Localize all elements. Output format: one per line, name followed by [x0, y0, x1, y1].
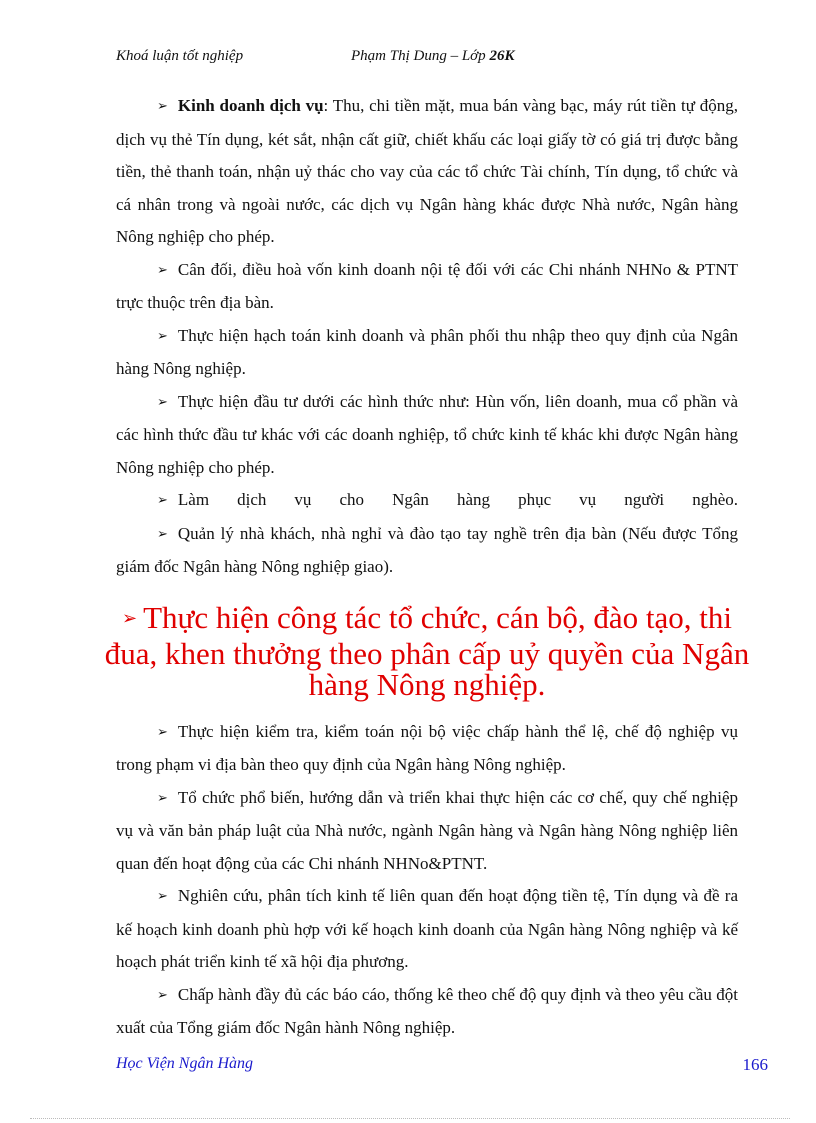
arrow-bullet-icon: ➢ — [157, 888, 168, 903]
paragraph-capital: ➢ Cân đối, điều hoà vốn kinh doanh nội tệ đối với các Chi nhánh NHNo & PTNT trực thuộc trên địa bàn. — [116, 259, 738, 312]
arrow-bullet-icon: ➢ — [157, 261, 168, 277]
arrow-bullet-icon: ➢ — [157, 492, 168, 507]
paragraph-accounting: ➢ Thực hiện hạch toán kinh doanh và phân phối thu nhập theo quy định của Ngân hàng Nông nghiệp. — [116, 325, 738, 378]
arrow-bullet-icon: ➢ — [157, 98, 168, 113]
arrow-bullet-icon: ➢ — [157, 986, 168, 1002]
paragraph-dissemination: ➢ Tổ chức phổ biến, hướng dẫn và triển khai thực hiện các cơ chế, quy chế nghiệp vụ và văn bản pháp luật của Nhà nước, ngành Ngân hàng và Ngân hàng Nông nghiệp liên quan đến hoạt động của các Chi nhánh NHNo&PTNT. — [116, 787, 738, 873]
author-line: Phạm Thị Dung – Lớp 26K — [351, 48, 515, 64]
page-footer — [116, 1055, 768, 1079]
arrow-bullet-icon: ➢ — [157, 327, 168, 343]
paragraph-guesthouse: ➢ Quản lý nhà khách, nhà nghỉ và đào tạo tay nghề trên địa bàn (Nếu được Tổng giám đốc Ngân hàng Nông nghiệp giao). — [116, 523, 738, 576]
class-name: 26K — [489, 48, 515, 64]
footer-divider — [30, 1118, 790, 1119]
paragraph-audit: ➢ Thực hiện kiểm tra, kiểm toán nội bộ việc chấp hành thể lệ, chế độ nghiệp vụ trong phạm vi địa bàn theo quy định của Ngân hàng Nông nghiệp. — [116, 721, 738, 774]
arrow-bullet-icon: ➢ — [157, 525, 168, 541]
page-number: 166 — [742, 1055, 768, 1074]
paragraph-poverty-service: ➢ Làm dịch vụ cho Ngân hàng phục vụ người nghèo. — [157, 490, 738, 509]
school-name: Học Viện Ngân Hàng — [116, 1055, 254, 1072]
page-header — [116, 48, 756, 70]
arrow-bullet-icon: ➢ — [157, 393, 168, 409]
page-body — [104, 90, 750, 1045]
paragraph-services: ➢ Kinh doanh dịch vụ: Thu, chi tiền mặt, mua bán vàng bạc, máy rút tiền tự động, dịch vụ thẻ Tín dụng, két sắt, nhận cất giữ, chiết khấu các loại giấy tờ có giá trị được bằng tiền, thẻ thanh toán, nhận uỷ thác cho vay của các tổ chức Tài chính, Tín dụng, tổ chức và cá nhân trong và ngoài nước, các dịch vụ Ngân hàng khác được Nhà nước, Ngân hàng Nông nghiệp cho phép. — [116, 96, 738, 246]
paragraph-research: ➢ Nghiên cứu, phân tích kinh tế liên quan đến hoạt động tiền tệ, Tín dụng và đề ra kế hoạch kinh doanh phù hợp với kế hoạch kinh doanh của Ngân hàng Nông nghiệp và kế hoạch phát triển kinh tế xã hội địa phương. — [116, 886, 738, 971]
highlight-paragraph: ➢ Thực hiện công tác tổ chức, cán bộ, đào tạo, thi đua, khen thưởng theo phân cấp uỷ quyền của Ngân hàng Nông nghiệp. — [104, 599, 750, 702]
thesis-title: Khoá luận tốt nghiệp — [116, 48, 244, 64]
paragraph-investment: ➢ Thực hiện đầu tư dưới các hình thức như: Hùn vốn, liên doanh, mua cổ phần và các hình thức đầu tư khác với các doanh nghiệp, tổ chức kinh tế khác khi được Ngân hàng Nông nghiệp cho phép. — [116, 391, 738, 477]
arrow-bullet-icon: ➢ — [157, 723, 168, 739]
arrow-bullet-icon: ➢ — [122, 607, 138, 628]
paragraph-reporting: ➢ Chấp hành đầy đủ các báo cáo, thống kê theo chế độ quy định và theo yêu cầu đột xuất của Tổng giám đốc Ngân hành Nông nghiệp. — [116, 984, 738, 1037]
arrow-bullet-icon: ➢ — [157, 789, 168, 805]
